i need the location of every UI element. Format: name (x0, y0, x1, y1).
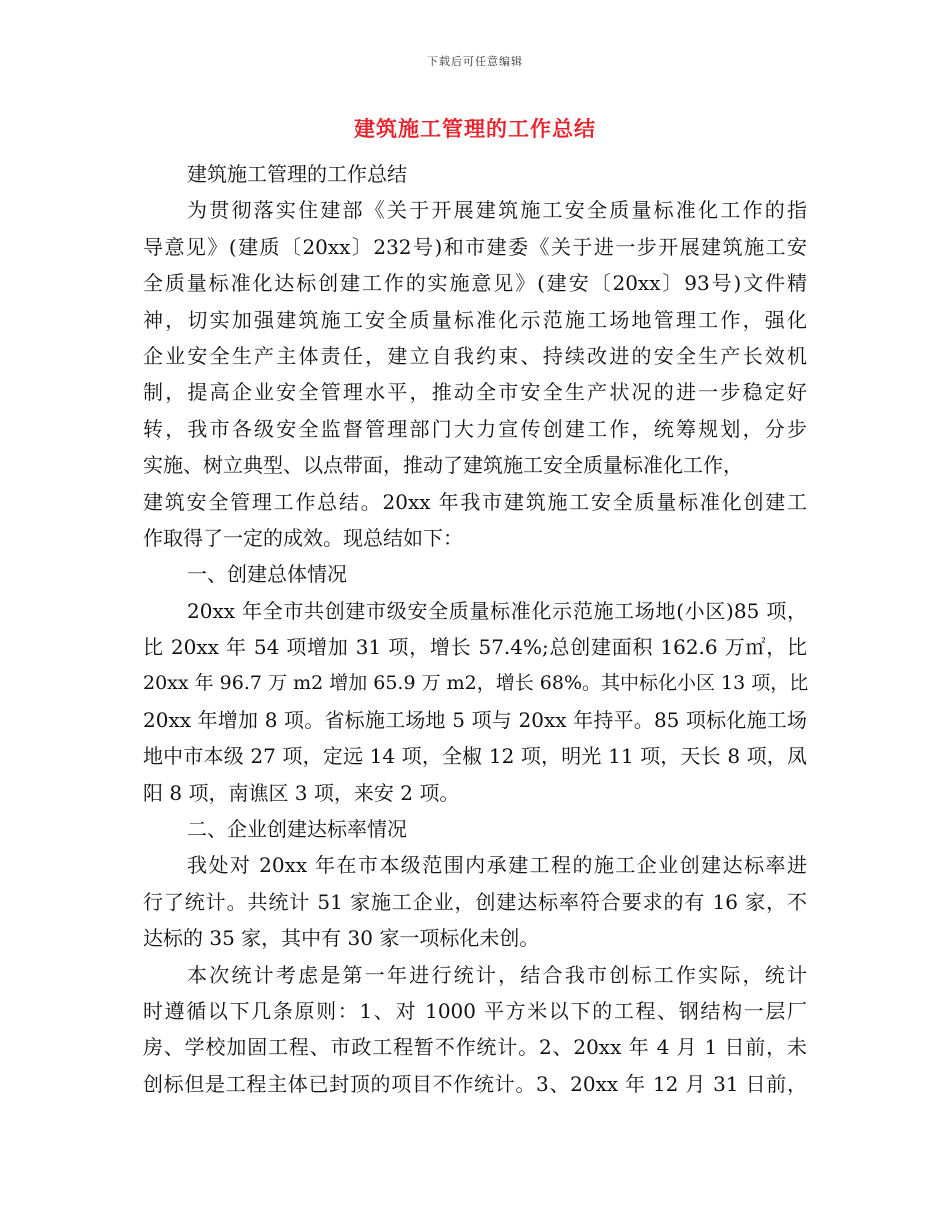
text-line: 房、学校加固工程、市政工程暂不作统计。2、20xx 年 4 月 1 日前，未 (143, 1035, 807, 1060)
header-note: 下载后可任意编辑 (427, 55, 523, 68)
text-line: 作取得了一定的成效。现总结如下： (143, 525, 463, 550)
text-line: 建筑施工管理的工作总结 (187, 162, 407, 186)
text-line: 为贯彻落实住建部《关于开展建筑施工安全质量标准化工作的指 (187, 198, 807, 223)
text-line: 全质量标准化达标创建工作的实施意见》(建安〔20xx〕93号)文件精 (143, 271, 807, 296)
text-line: 比 20xx 年 54 项增加 31 项，增长 57.4%;总创建面积 162.6 万㎡，比 (143, 635, 807, 660)
text-line: 地中市本级 27 项，定远 14 项，全椒 12 项，明光 11 项，天长 8 项，凤 (143, 744, 807, 769)
text-line: 导意见》(建质〔20xx〕232号)和市建委《关于进一步开展建筑施工安 (143, 234, 807, 259)
document-title: 建筑施工管理的工作总结 (354, 116, 596, 141)
text-line: 20xx 年全市共创建市级安全质量标准化示范施工场地(小区)85 项， (187, 598, 807, 623)
text-line: 行了统计。共统计 51 家施工企业，创建达标率符合要求的有 16 家，不 (143, 889, 807, 914)
text-line: 达标的 35 家，其中有 30 家一项标化未创。 (143, 926, 540, 951)
document-body (143, 156, 807, 1102)
text-line: 制，提高企业安全管理水平，推动全市安全生产状况的进一步稳定好 (143, 380, 807, 405)
text-line: 创标但是工程主体已封顶的项目不作统计。3、20xx 年 12 月 31 日前， (143, 1071, 807, 1096)
text-line: 企业安全生产主体责任，建立自我约束、持续改进的安全生产长效机 (143, 343, 807, 368)
text-line: 二、企业创建达标率情况 (187, 817, 407, 842)
text-line: 建筑安全管理工作总结。20xx 年我市建筑施工安全质量标准化创建工 (143, 489, 807, 514)
text-line: 20xx 年 96.7 万 m2 增加 65.9 万 m2，增长 68%。其中标化小区 13 项，比 (143, 672, 809, 695)
text-line: 一、创建总体情况 (187, 562, 347, 587)
text-line: 20xx 年增加 8 项。省标施工场地 5 项与 20xx 年持平。85 项标化施工场 (143, 707, 807, 732)
text-line: 神，切实加强建筑施工安全质量标准化示范施工场地管理工作，强化 (143, 307, 807, 332)
text-line: 阳 8 项，南谯区 3 项，来安 2 项。 (143, 780, 460, 805)
text-line: 时遵循以下几条原则：1、对 1000 平方米以下的工程、钢结构一层厂 (143, 998, 807, 1023)
text-line: 本次统计考虑是第一年进行统计，结合我市创标工作实际，统计 (187, 962, 807, 987)
text-line: 实施、树立典型、以点带面，推动了建筑施工安全质量标准化工作， (143, 453, 743, 478)
text-line: 转，我市各级安全监督管理部门大力宣传创建工作，统筹规划，分步 (143, 416, 807, 441)
text-line: 我处对 20xx 年在市本级范围内承建工程的施工企业创建达标率进 (187, 853, 807, 878)
